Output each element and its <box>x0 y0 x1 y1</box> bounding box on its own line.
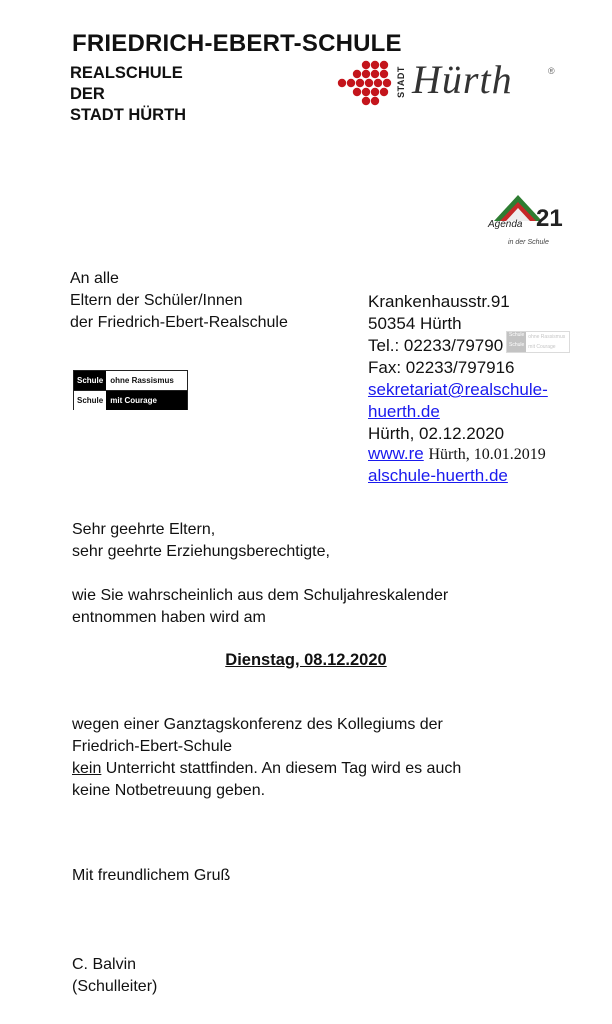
school-title: FRIEDRICH-EBERT-SCHULE <box>72 30 402 57</box>
recipient-line-3: der Friedrich-Ebert-Realschule <box>70 314 288 331</box>
body-line-3-rest: Unterricht stattfinden. An diesem Tag wird es auch <box>101 760 462 777</box>
date-heading: Dienstag, 08.12.2020 <box>225 651 387 669</box>
agenda-tagline: in der Schule <box>508 239 549 246</box>
body-line-2: Friedrich-Ebert-Schule <box>72 738 233 755</box>
website-link-part-1[interactable]: www.re <box>368 444 424 463</box>
address-city: 50354 Hürth <box>368 314 462 333</box>
salutation-line-2: sehr geehrte Erziehungsberechtigte, <box>72 543 330 560</box>
recipient-line-1: An alle <box>70 270 119 287</box>
closing: Mit freundlichem Gruß <box>72 867 231 884</box>
registered-icon: ® <box>548 66 555 76</box>
stadt-huerth-logo <box>336 58 566 108</box>
school-subtitle-line-3: STADT HÜRTH <box>70 106 187 124</box>
city-name-wordmark: Hürth <box>412 57 513 102</box>
schule-ohne-rassismus-badge: Schule ohne Rassismus Schule mit Courage <box>73 370 188 410</box>
address-tel: Tel.: 02233/79790 <box>368 336 504 355</box>
overlapping-old-date: Hürth, 10.01.2019 <box>428 446 546 463</box>
email-link-line-2[interactable]: huerth.de <box>368 402 440 421</box>
agenda-word: Agenda <box>488 219 523 230</box>
school-subtitle-line-2: DER <box>70 85 105 103</box>
recipient-line-2: Eltern der Schüler/Innen <box>70 292 243 309</box>
email-link-line-1[interactable]: sekretariat@realschule- <box>368 380 548 399</box>
address-street: Krankenhausstr.91 <box>368 292 510 311</box>
letter-date: Hürth, 02.12.2020 <box>368 424 505 443</box>
body-line-4: keine Notbetreuung geben. <box>72 782 266 799</box>
body-line-3 <box>72 759 461 779</box>
emphasis-kein: kein <box>72 760 102 777</box>
signer-name: C. Balvin <box>72 956 137 973</box>
body-line-1: wegen einer Ganztagskonferenz des Kollegiums der <box>72 716 443 733</box>
intro-line-2: entnommen haben wird am <box>72 609 266 626</box>
faded-badge-duplicate: Schule ohne Rassismus Schule mit Courage <box>506 331 570 353</box>
agenda-number: 21 <box>536 205 563 232</box>
address-fax: Fax: 02233/797916 <box>368 358 515 377</box>
website-link-part-2[interactable]: alschule-huerth.de <box>368 466 508 485</box>
agenda21-logo <box>488 193 570 251</box>
red-dots-icon <box>336 58 398 106</box>
stadt-label: STADT <box>396 66 406 98</box>
school-subtitle-line-1: REALSCHULE <box>70 64 183 82</box>
salutation-line-1: Sehr geehrte Eltern, <box>72 521 216 538</box>
intro-line-1: wie Sie wahrscheinlich aus dem Schuljahreskalender <box>72 587 449 604</box>
signer-role: (Schulleiter) <box>72 978 158 995</box>
